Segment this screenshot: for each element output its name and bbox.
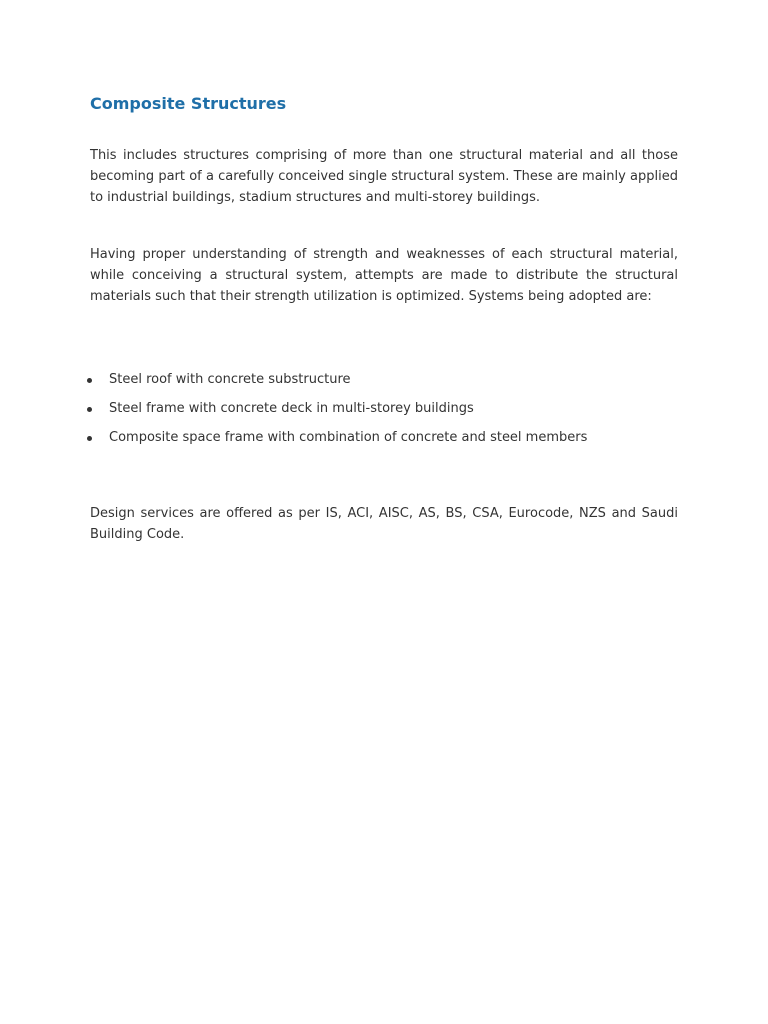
bullet-icon (87, 407, 92, 412)
list-item (90, 398, 678, 419)
list-item (90, 427, 678, 448)
bullet-icon (87, 378, 92, 383)
list-item-text: Composite space frame with combination of concrete and steel members (109, 430, 588, 445)
page-title: Composite Structures (90, 94, 287, 113)
systems-paragraph: Having proper understanding of strength and weaknesses of each structural material, while conceiving a structural system, attempts are made to distribute the structural materials such that their strength utilization is optimized. Systems being adopted are: (90, 247, 678, 304)
intro-paragraph: This includes structures comprising of more than one structural material and all those becoming part of a carefully conceived single structural system. These are mainly applied to industrial buildings, stadium structures and multi-storey buildings. (90, 148, 678, 205)
list-item (90, 369, 678, 390)
list-item-text: Steel roof with concrete substructure (109, 372, 351, 387)
systems-list (90, 369, 678, 456)
bullet-icon (87, 436, 92, 441)
design-codes-paragraph: Design services are offered as per IS, ACI, AISC, AS, BS, CSA, Eurocode, NZS and Saudi Building Code. (90, 506, 678, 542)
list-item-text: Steel frame with concrete deck in multi-storey buildings (109, 401, 474, 416)
